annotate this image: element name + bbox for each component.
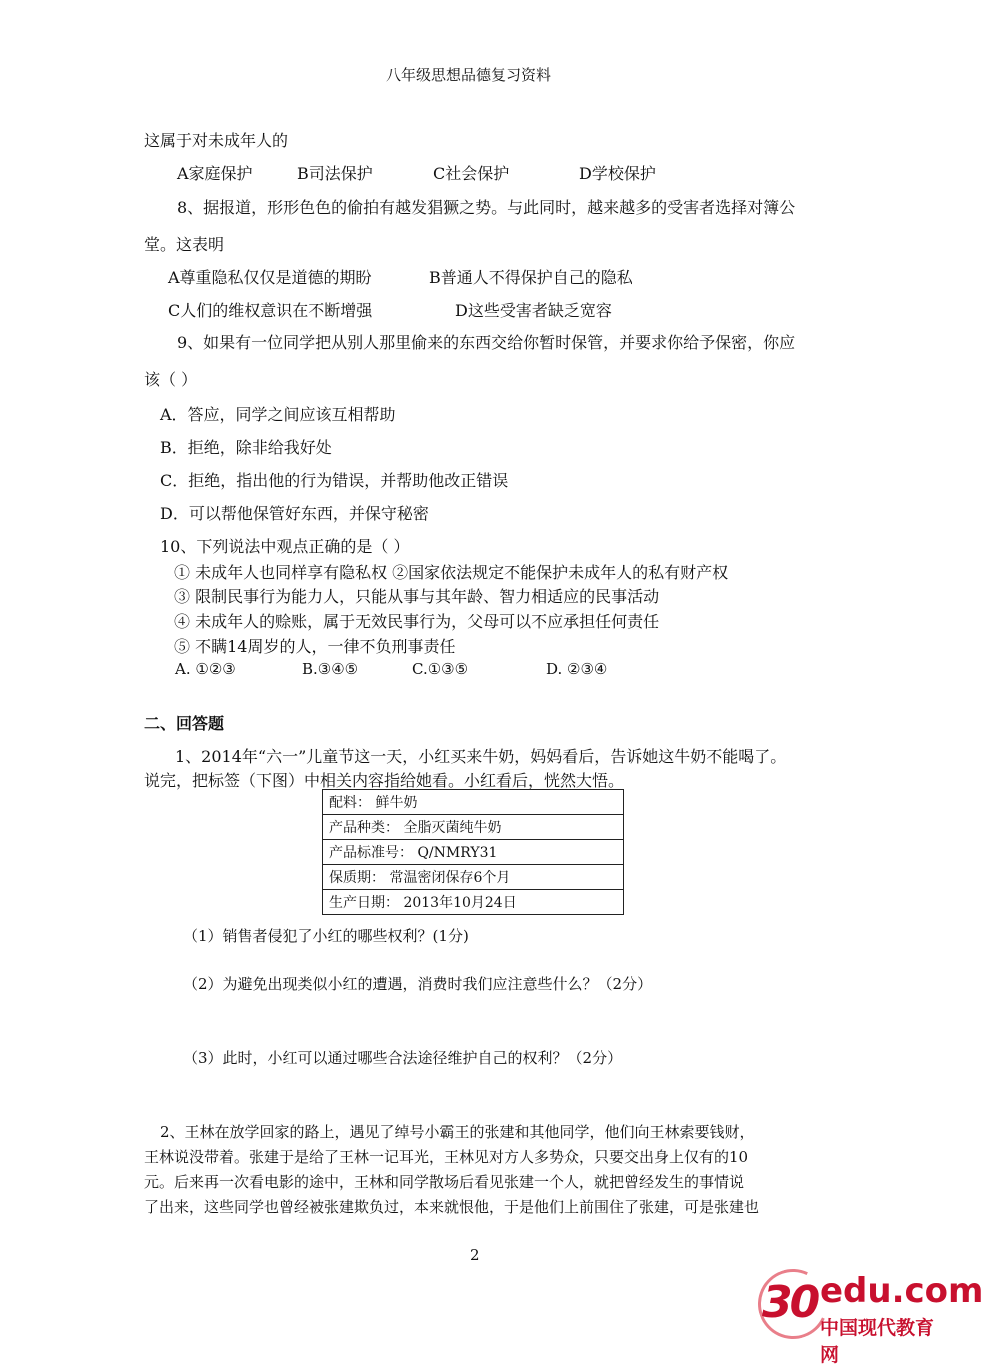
table-row (323, 840, 624, 865)
logo-domain: edu.com (820, 1271, 983, 1311)
option-a: A．答应，同学之间应该互相帮助 (160, 405, 396, 424)
option-b: B普通人不得保护自己的隐私 (429, 268, 633, 287)
sub-question-1: （1）销售者侵犯了小红的哪些权利？(1分) (183, 927, 469, 945)
milk-label-table (322, 789, 624, 915)
statement: ③ 限制民事行为能力人，只能从事与其年龄、智力相适应的民事活动 (174, 587, 660, 606)
table-row (323, 790, 624, 815)
option-d: D学校保护 (579, 164, 656, 183)
logo-site-name: 中国现代教育网 (820, 1317, 935, 1366)
paragraph-line: 了出来，这些同学也曾经被张建欺负过，本来就恨他，于是他们上前围住了张建，可是张建也 (144, 1198, 760, 1216)
question-stem-cont: 堂。这表明 (144, 235, 225, 254)
table-cell: 生产日期： 2013年10月24日 (323, 890, 624, 915)
option-c: C人们的维权意识在不断增强 (168, 301, 373, 320)
option-a: A尊重隐私仅仅是道德的期盼 (168, 268, 372, 287)
table-row (323, 815, 624, 840)
statement: ④ 未成年人的赊账，属于无效民事行为，父母可以不应承担任何责任 (174, 612, 660, 631)
table-row (323, 890, 624, 915)
option-c: C社会保护 (433, 164, 510, 183)
option-a: A. ①②③ (175, 660, 236, 678)
question-stem: 10、下列说法中观点正确的是（ ） (160, 537, 410, 556)
paragraph-line: 2、王林在放学回家的路上，遇见了绰号小霸王的张建和其他同学，他们向王林索要钱财， (160, 1123, 755, 1141)
sub-question-3: （3）此时，小红可以通过哪些合法途径维护自己的权利？（2分） (183, 1049, 623, 1067)
statement: ① 未成年人也同样享有隐私权 ②国家依法规定不能保护未成年人的私有财产权 (174, 563, 729, 582)
option-c: C．拒绝，指出他的行为错误，并帮助他改正错误 (160, 471, 509, 490)
question-stem: 1、2014年“六一”儿童节这一天，小红买来牛奶，妈妈看后，告诉她这牛奶不能喝了。 (175, 747, 787, 766)
watermark-logo (758, 1265, 983, 1366)
table-cell: 产品标准号： Q/NMRY31 (323, 840, 624, 865)
statement: ⑤ 不瞒14周岁的人，一律不负刑事责任 (174, 637, 456, 656)
option-d: D. ②③④ (546, 660, 608, 678)
option-d: D这些受害者缺乏宽容 (455, 301, 612, 320)
page-title: 八年级思想品德复习资料 (386, 66, 552, 84)
option-c: C.①③⑤ (412, 660, 469, 678)
question-stem: 9、如果有一位同学把从别人那里偷来的东西交给你暂时保管，并要求你给予保密，你应 (177, 333, 796, 352)
option-b: B司法保护 (297, 164, 373, 183)
table-cell: 产品种类： 全脂灭菌纯牛奶 (323, 815, 624, 840)
option-d: D．可以帮他保管好东西，并保守秘密 (160, 504, 429, 523)
option-a: A家庭保护 (177, 164, 253, 183)
section-heading: 二、回答题 (144, 714, 225, 733)
question-stem-cont: 该（ ） (144, 370, 198, 389)
table-row (323, 865, 624, 890)
option-b: B.③④⑤ (302, 660, 359, 678)
logo-number: 30 (762, 1277, 818, 1328)
table-cell: 保质期： 常温密闭保存6个月 (323, 865, 624, 890)
page-number: 2 (470, 1246, 480, 1264)
paragraph-line: 王林说没带着。张建于是给了王林一记耳光，王林见对方人多势众，只要交出身上仅有的10 (144, 1148, 749, 1166)
paragraph-line: 元。后来再一次看电影的途中，王林和同学散场后看见张建一个人，就把曾经发生的事情说 (144, 1173, 745, 1191)
sub-question-2: （2）为避免出现类似小红的遭遇，消费时我们应注意些什么？（2分） (183, 975, 653, 993)
question-stem: 这属于对未成年人的 (144, 131, 289, 150)
question-stem-cont: 说完，把标签（下图）中相关内容指给她看。小红看后，恍然大悟。 (144, 771, 625, 790)
table-cell: 配料： 鲜牛奶 (323, 790, 624, 815)
question-stem: 8、据报道，形形色色的偷拍有越发猖獗之势。与此同时，越来越多的受害者选择对簿公 (177, 198, 796, 217)
option-b: B．拒绝，除非给我好处 (160, 438, 332, 457)
